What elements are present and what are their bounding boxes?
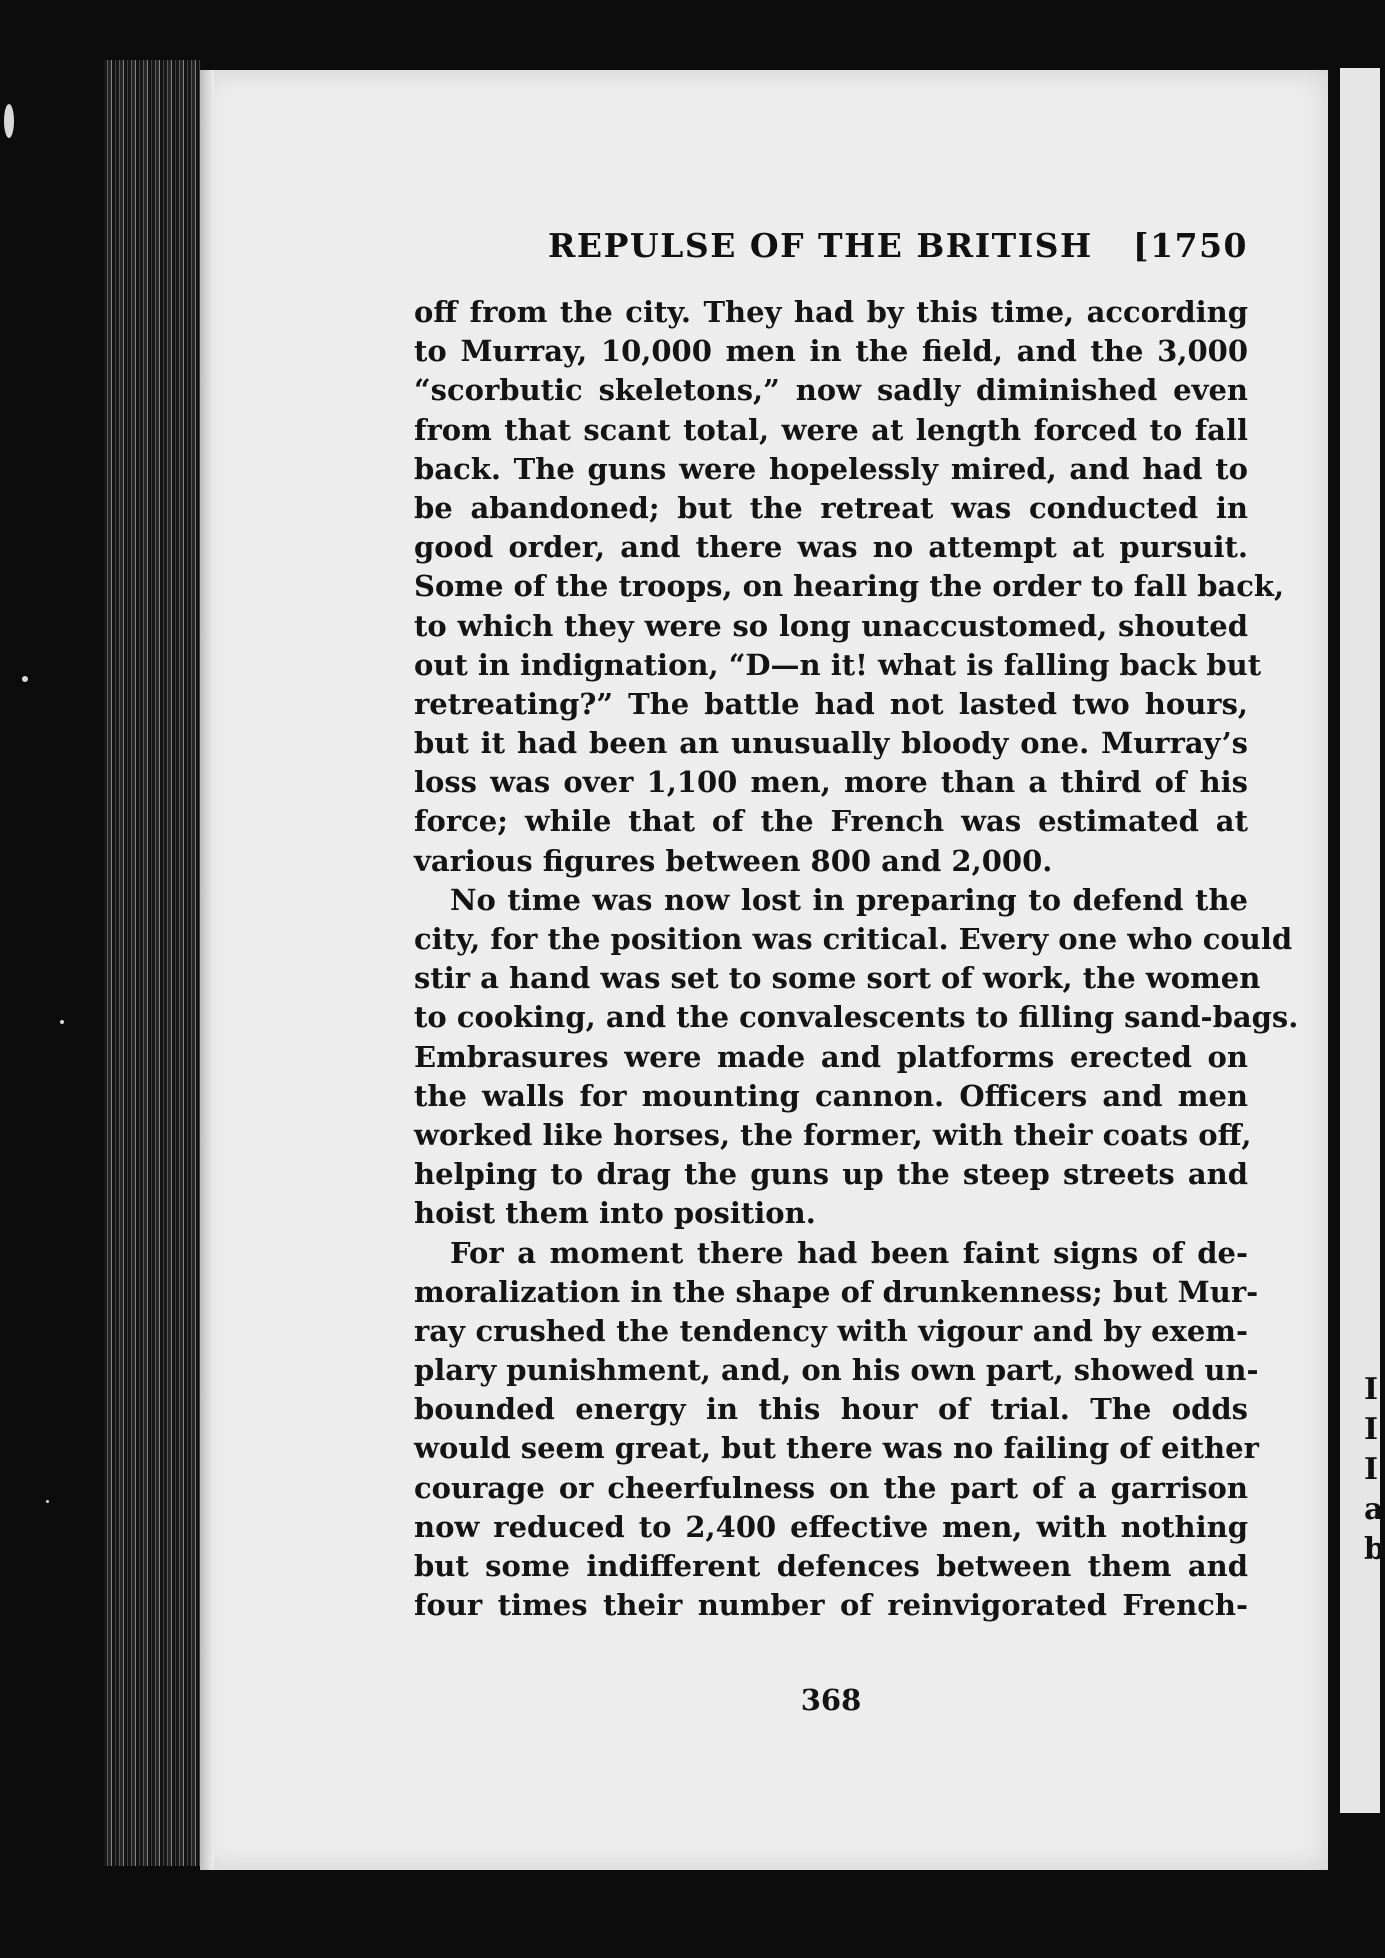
text-line: hoist them into position. [414,1196,816,1231]
dust-speck [46,1500,49,1503]
text-line: but some indifferent defences between them and [414,1549,1248,1583]
paragraph [414,881,1299,1234]
text-line: worked like horses, the former, with their coats off, [414,1117,1252,1152]
text-line: No time was now lost in preparing to defend the [450,882,1248,917]
text-line: moralization in the shape of drunkenness; but Mur- [414,1274,1259,1309]
text-line: be abandoned; but the retreat was conducted in [414,490,1248,525]
text-line: Embrasures were made and platforms erected on [414,1039,1248,1074]
text-line: the walls for mounting cannon. Officers and men [414,1078,1248,1113]
dust-speck [22,676,28,682]
text-line: force; while that of the French was estimated at [414,804,1248,839]
facing-page-letter: I [1364,1412,1379,1447]
text-line: various figures between 800 and 2,000. [414,843,1053,878]
text-line: Some of the troops, on hearing the order to fall back, [414,569,1285,604]
text-line: four times their number of reinvigorated French- [414,1588,1248,1623]
paragraph [414,1234,1259,1626]
text-line: would seem great, but there was no failing of either [414,1431,1259,1466]
text-line: stir a hand was set to some sort of work, the women [414,961,1261,996]
facing-page-letter: I [1364,1452,1379,1487]
page-number: 368 [800,1683,862,1717]
text-line: to cooking, and the convalescents to filling sand-bags. [414,1000,1299,1035]
text-line: off from the city. They had by this time, according [414,295,1248,329]
text-line: but it had been an unusually bloody one. Murray’s [414,726,1248,761]
body-text [414,293,1299,1717]
text-line: loss was over 1,100 men, more than a third of his [414,765,1248,800]
text-line: city, for the position was critical. Every one who could [414,922,1293,956]
text-line: back. The guns were hopelessly mired, and had to [414,451,1248,486]
text-line: ray crushed the tendency with vigour and by exem- [414,1313,1248,1348]
text-line: courage or cheerfulness on the part of a garrison [414,1470,1248,1505]
text-line: “scorbutic skeletons,” now sadly diminished even [414,373,1248,408]
running-head [548,226,1248,265]
facing-page-letters [1364,1370,1385,1570]
text-line: plary punishment, and, on his own part, showed un- [414,1353,1259,1388]
text-line: to which they were so long unaccustomed, shouted [414,608,1248,643]
text-line: retreating?” The battle had not lasted two hours, [414,686,1248,721]
text-line: bounded energy in this hour of trial. The odds [414,1392,1248,1427]
dust-speck [60,1020,64,1024]
running-head-title: REPULSE OF THE BRITISH [548,226,1093,265]
text-line: out in indignation, “D—n it! what is falling back but [414,647,1262,682]
paragraph [414,293,1285,881]
facing-page-letter: a [1364,1492,1384,1527]
facing-page-letter: b [1364,1532,1385,1567]
dust-speck [4,104,14,138]
stacked-page-edges [104,60,200,1866]
text-line: For a moment there had been faint signs of de- [450,1235,1248,1270]
text-line: now reduced to 2,400 effective men, with nothing [414,1509,1248,1544]
running-head-year: [1750 [1133,226,1248,265]
text-line: to Murray, 10,000 men in the field, and the 3,000 [414,334,1248,369]
facing-page-letter: I [1364,1372,1379,1407]
text-line: good order, and there was no attempt at pursuit. [414,530,1248,565]
text-line: from that scant total, were at length forced to fall [414,412,1248,447]
text-line: helping to drag the guns up the steep streets and [414,1157,1248,1192]
